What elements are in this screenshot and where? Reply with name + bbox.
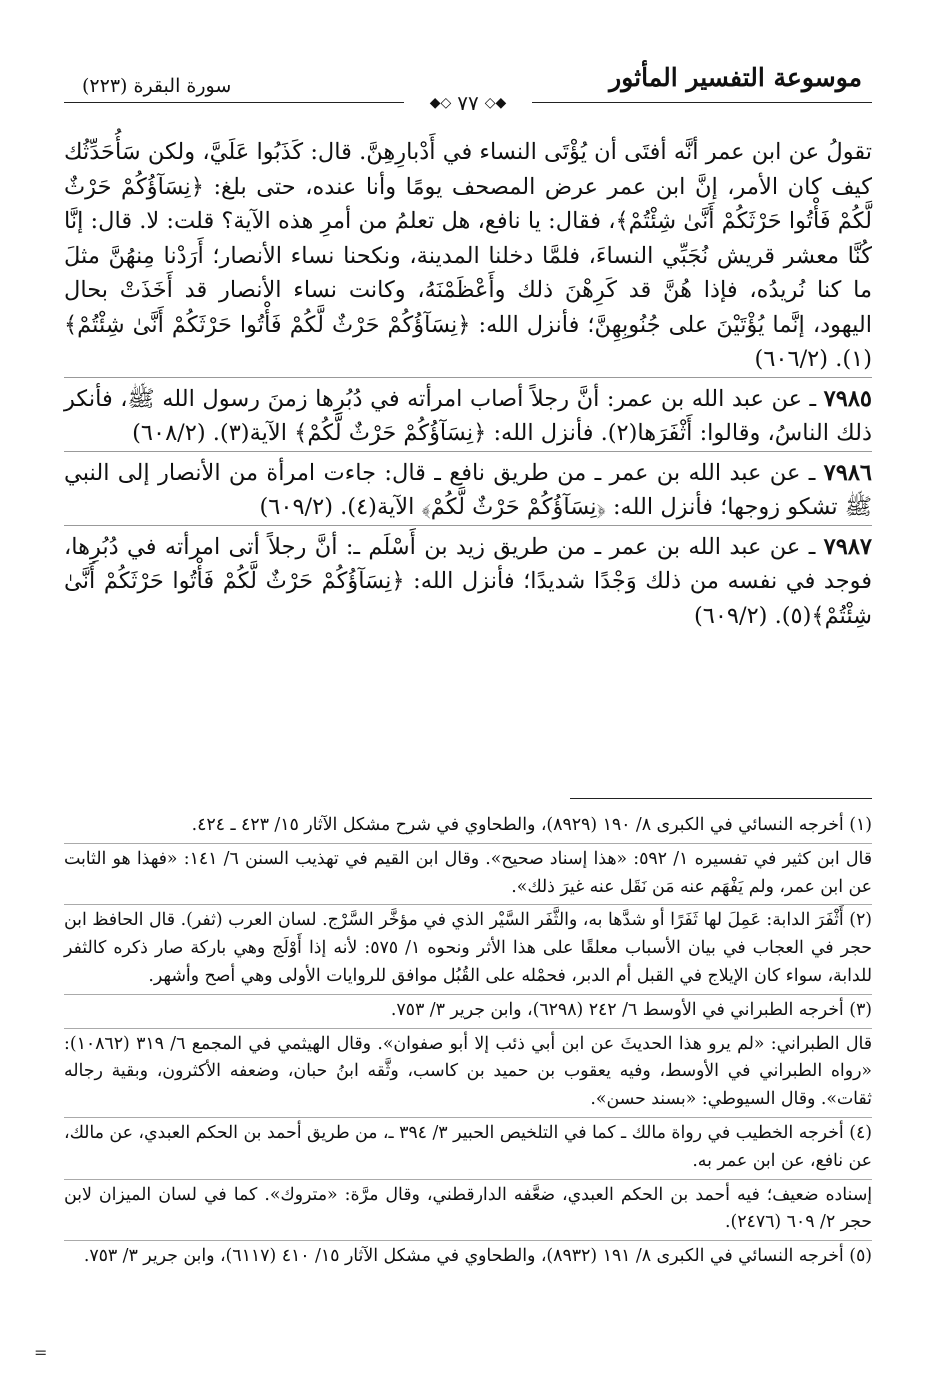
footnotes <box>64 812 872 1271</box>
narration-entry <box>64 377 872 451</box>
main-text <box>64 135 872 633</box>
footnote-3-commentary: قال الطبراني: «لم يرو هذا الحديثَ عن ابن أبي ذئب إلا أبو صفوان». وقال الهيثمي في المجمع ٦/ ٣١٩ (١٠٨٦٢): «رواه الطبراني في الأوسط، وفيه يعقوب بن حميد بن كاسب، وثَّقه ابنُ حبان، وضعفه الأكثرون، وبقية رجاله ثقات». وقال السيوطي: «بسند حسن». <box>64 1033 872 1110</box>
footnote-divider <box>64 1117 872 1118</box>
footnote-3: (٣) أخرجه الطبراني في الأوسط ٦/ ٢٤٢ (٦٢٩٨)، وابن جرير ٣/ ٧٥٣. <box>390 999 872 1020</box>
narration-number: ٧٩٨٧ <box>823 533 872 560</box>
footnote-divider <box>64 904 872 905</box>
footnote-2: (٢) أَثْفَرَ الدابة: عَمِلَ لها ثَفَرًا أو شدَّها به، والثَّفَر السَّيْر الذي في مؤخَّر السَّرْج. لسان العرب (ثفر). قال الحافظ ابن حجر في العجاب في بيان الأسباب معلقًا على هذا الأثر ونحوه ١/ ٥٧٥: لأنه إذا أَوْلَج وهي باركة صار ذكره كالثفر للدابة، سواء كان الإيلاج في القبل أم الدبر، فحمْله على القُبُل موافق للروايات الأولى وهي أصح وأشهر. <box>64 910 872 986</box>
narration-number: ٧٩٨٥ <box>823 385 872 412</box>
footnote-separator <box>570 798 872 799</box>
ornament-right-icon: ◇◆ <box>484 95 507 111</box>
volume-page-ref: (٦٠٦/٢) <box>754 346 829 372</box>
narration-text: ـ عن عبد الله بن عمر ـ من طريق زيد بن أَسْلَم ـ: أنَّ رجلاً أتى امرأته في دُبُرِها، فوجد في نفسه من ذلك وَجْدًا شديدًا؛ فأنزل الله: ﴿نِسَآؤُكُمْ حَرْثٌ لَّكُمْ فَأْتُوا حَرْثَكُمْ أَنَّىٰ شِئْتُمْ﴾(٥). <box>64 533 872 629</box>
book-title: موسوعة التفسير المأثور <box>609 63 862 92</box>
page-number: ٧٧ <box>457 91 479 115</box>
footnote-divider <box>64 1028 872 1029</box>
volume-page-ref: (٦٠٩/٢) <box>693 602 768 629</box>
page-number-ornament <box>404 90 532 116</box>
footnote-divider <box>64 1240 872 1241</box>
intro-text: تقولُ عن ابن عمر أنَّه أفتَى أن يُؤْتَى النساء في أَدْبارِهِنَّ. قال: كَذَبُوا عَلَيَّ، ولكن سَأُحَدِّثُك كيف كان الأمر، إنَّ ابن عمر عرض المصحف يومًا وأنا عنده، حتى بلغ: ﴿نِسَآؤُكُمْ حَرْثٌ لَّكُمْ فَأْتُوا حَرْثَكُمْ أَنَّىٰ شِئْتُمْ﴾، فقال: يا نافع، هل تعلمُ من أمرِ هذه الآية؟ قلت: لا. قال: إنَّا كُنَّا معشر قريش نُجَبِّي النساءَ، فلمَّا دخلنا المدينة، ونكحنا نساء الأنصار؛ أَرَدْنا مِنهُنَّ مثلَ ما كنا نُريدُه، فإذا هُنَّ قد كَرِهْنَ ذلك وأَعْظَمْنَهُ، وكانت نساء الأنصار قد أَخَذَتْ بحال اليهود، إنَّما يُؤْتَيْنَ على جُنُوبِهِنَّ؛ فأنزل الله: ﴿نِسَآؤُكُمْ حَرْثٌ لَّكُمْ فَأْتُوا حَرْثَكُمْ أَنَّىٰ شِئْتُمْ﴾(١). <box>64 139 872 372</box>
footnote-1: (١) أخرجه النسائي في الكبرى ٨/ ١٩٠ (٨٩٢٩)، والطحاوي في شرح مشكل الآثار ١٥/ ٤٢٣ ـ ٤٢٤. <box>191 815 872 835</box>
narration-text: ـ عن عبد الله بن عمر: أنَّ رجلاً أصاب امرأته في دُبُرِها زمنَ رسول الله ﷺ، فأنكر ذلك الناسُ، وقالوا: أَثْفَرَها(٢). فأنزل الله: ﴿نِسَآؤُكُمْ حَرْثٌ لَّكُمْ﴾ الآية(٣). <box>64 385 872 446</box>
volume-page-ref: (٦٠٨/٢) <box>132 420 206 446</box>
footnote-divider <box>64 1179 872 1180</box>
narration-entry <box>64 525 872 634</box>
footnote-5: (٥) أخرجه النسائي في الكبرى ٨/ ١٩١ (٨٩٣٢)، والطحاوي في مشكل الآثار ١٥/ ٤١٠ (٦١١٧)، وابن جرير ٣/ ٧٥٣. <box>83 1246 872 1267</box>
surah-reference: سورة البقرة (٢٢٣) <box>82 75 232 97</box>
footnote-divider <box>64 843 872 844</box>
ornament-left-icon: ◆◇ <box>429 95 452 111</box>
footnote-4: (٤) أخرجه الخطيب في رواة مالك ـ كما في التلخيص الحبير ٣/ ٣٩٤ ـ، من طريق أحمد بن الحكم العبدي، عن مالك، عن نافع، عن ابن عمر به. <box>64 1122 872 1171</box>
intro-paragraph <box>64 135 872 377</box>
footnote-divider <box>64 994 872 995</box>
margin-mark: = <box>34 1343 48 1362</box>
volume-page-ref: (٦٠٩/٢) <box>259 494 333 520</box>
narration-entry <box>64 451 872 525</box>
narration-text: ـ عن عبد الله بن عمر ـ من طريق نافع ـ قال: جاءت امرأة من الأنصار إلى النبي ﷺ تشكو زوجها؛ فأنزل الله: ﴿نِسَآؤُكُمْ حَرْثٌ لَّكُمْ﴾ الآية(٤). <box>64 459 872 520</box>
footnote-1-commentary: قال ابن كثير في تفسيره ١/ ٥٩٢: «هذا إسناد صحيح». وقال ابن القيم في تهذيب السنن ٦/ ١٤١: «فهذا هو الثابت عن ابن عمر، ولم يَفْهَم عنه مَن نَقَل عنه غيرَ ذلك». <box>64 848 872 897</box>
footnote-4-commentary: إسناده ضعيف؛ فيه أحمد بن الحكم العبدي، ضعَّفه الدارقطني، وقال مرَّة: «متروك». كما في لسان الميزان لابن حجر ٢/ ٦٠٩ (٢٤٧٦). <box>64 1184 872 1233</box>
narration-number: ٧٩٨٦ <box>823 459 872 486</box>
